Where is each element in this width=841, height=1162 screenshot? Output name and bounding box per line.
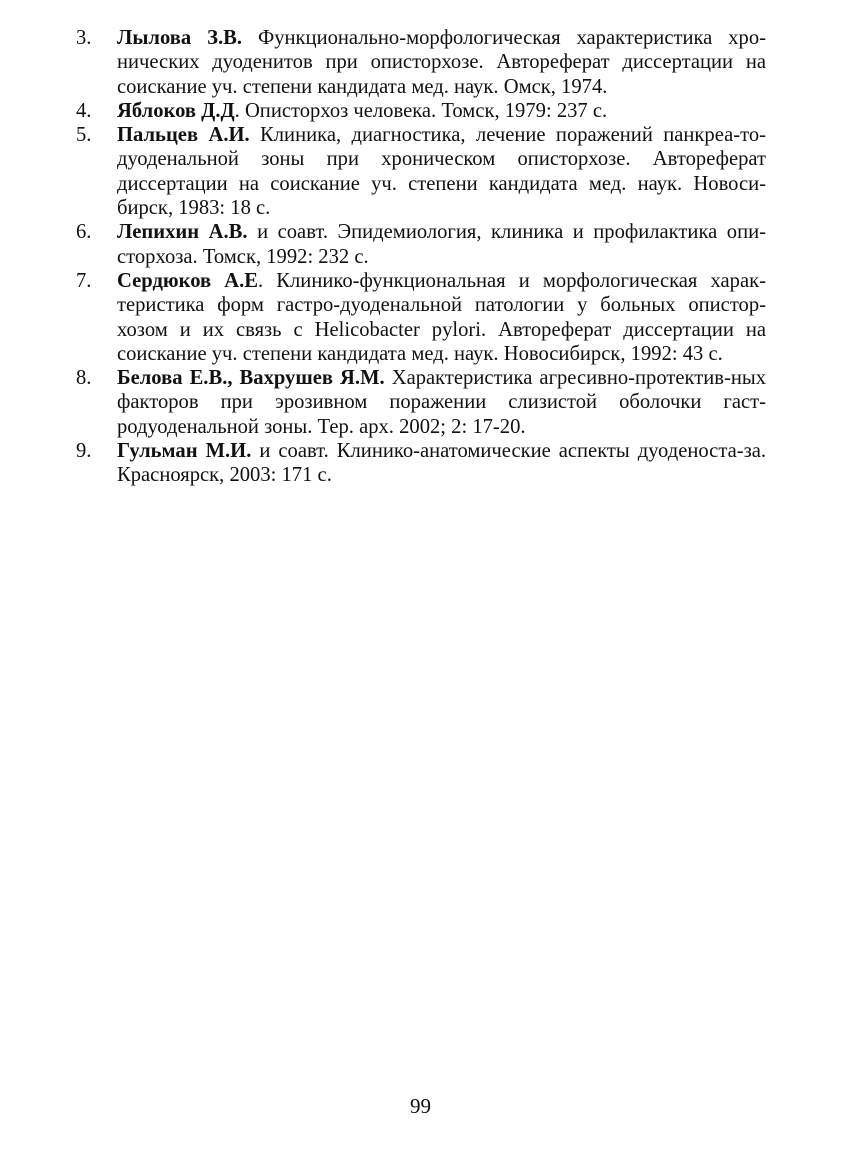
- reference-author: Белова Е.В., Вахрушев Я.М.: [117, 367, 385, 390]
- reference-number: 5.: [76, 124, 92, 147]
- page-number: 99: [410, 1094, 431, 1118]
- reference-text: . Описторхоз человека. Томск, 1979: 237 с.: [234, 99, 608, 122]
- reference-author: Пальцев А.И.: [117, 124, 250, 147]
- reference-author: Гульман М.И.: [117, 440, 252, 463]
- reference-author: Лылова З.В.: [117, 27, 243, 49]
- reference-text: и соавт. Эпидемиология, клиника и профилактика опи-сторхоза. Томск, 1992: 232 с.: [117, 221, 766, 268]
- reference-item: [76, 269, 766, 366]
- reference-text: и соавт. Клинико-анатомические аспекты дуоденоста-за. Красноярск, 2003: 171 с.: [117, 440, 766, 487]
- reference-number: 8.: [76, 367, 92, 390]
- reference-number: 9.: [76, 440, 92, 463]
- reference-text: Функционально-морфологическая характеристика хро-нических дуоденитов при описторхозе. Автореферат диссертации на соискание уч. степени кандидата мед. наук. Омск, 1974.: [117, 27, 766, 98]
- reference-item: [76, 99, 766, 123]
- reference-text: Клиника, диагностика, лечение поражений панкреа-то-дуоденальной зоны при хроническом описторхозе. Автореферат диссертации на соискание уч. степени кандидата мед. наук. Новоси-бирск, 1983: 18 с.: [117, 124, 766, 220]
- reference-author: Сердюков А.Е: [117, 269, 258, 292]
- reference-item: [76, 439, 766, 488]
- reference-author: Яблоков Д.Д: [117, 99, 235, 122]
- reference-item: [76, 123, 766, 220]
- reference-number: 3.: [76, 27, 92, 49]
- reference-number: 6.: [76, 221, 92, 244]
- reference-number: 7.: [76, 269, 92, 292]
- reference-text: Характеристика агресивно-протектив-ных факторов при эрозивном поражении слизистой оболочки гаст-родуоденальной зоны. Тер. арх. 2002; 2: 17-20.: [117, 367, 766, 438]
- reference-author: Лепихин А.В.: [117, 221, 248, 244]
- reference-text: . Клинико-функциональная и морфологическая харак-теристика форм гастро-дуоденальной патологии у больных опистор-хозом и их связь с Helicobacter pylori. Автореферат диссертации на соискание уч. степени кандидата мед. наук. Новосибирск, 1992: 43 с.: [117, 269, 766, 365]
- reference-item: [76, 366, 766, 439]
- reference-item: [76, 220, 766, 269]
- reference-list: [76, 26, 766, 488]
- reference-number: 4.: [76, 99, 92, 122]
- reference-item: [76, 26, 766, 99]
